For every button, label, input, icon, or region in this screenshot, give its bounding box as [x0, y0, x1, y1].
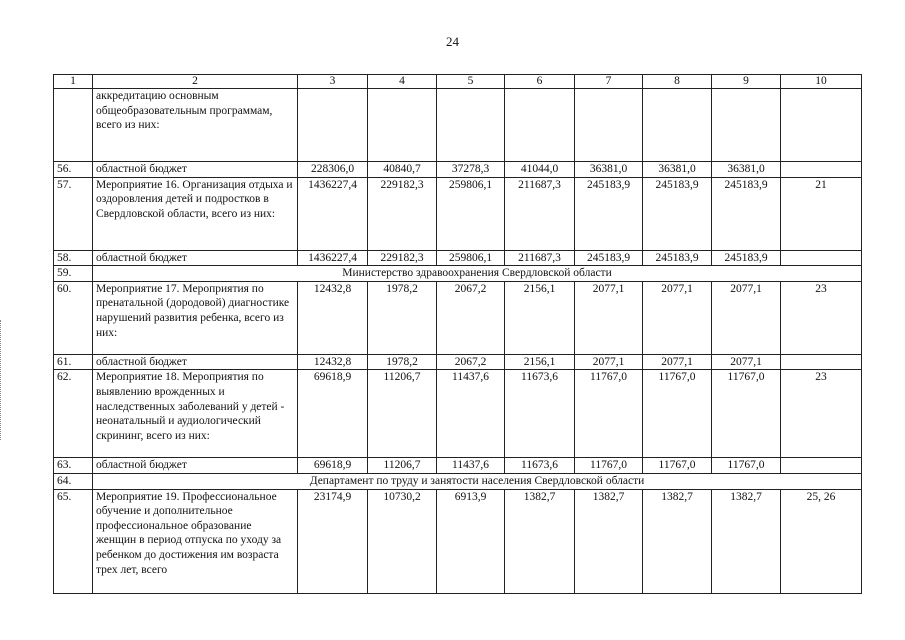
value-cell: 2077,1	[643, 354, 712, 370]
row-description: областной бюджет	[93, 354, 298, 370]
col-header-4: 4	[368, 75, 437, 89]
target-indicator-ref	[781, 250, 862, 266]
target-indicator-ref	[781, 162, 862, 178]
value-cell	[437, 89, 505, 162]
value-cell: 2077,1	[712, 354, 781, 370]
value-cell: 1978,2	[368, 281, 437, 354]
row-description: аккредитацию основным общеобразовательным программам, всего из них:	[93, 89, 298, 162]
row-number: 65.	[54, 489, 93, 593]
target-indicator-ref	[781, 89, 862, 162]
col-header-6: 6	[505, 75, 575, 89]
col-header-9: 9	[712, 75, 781, 89]
col-header-5: 5	[437, 75, 505, 89]
row-description: Мероприятие 18. Мероприятия по выявлению врожденных и наследственных заболеваний у детей - неонатальный и аудиологический скрининг, всего из них:	[93, 370, 298, 458]
table-row	[54, 162, 862, 178]
value-cell: 37278,3	[437, 162, 505, 178]
value-cell: 6913,9	[437, 489, 505, 593]
value-cell: 2067,2	[437, 354, 505, 370]
value-cell: 11767,0	[643, 370, 712, 458]
value-cell: 229182,3	[368, 250, 437, 266]
value-cell: 1382,7	[643, 489, 712, 593]
value-cell: 69618,9	[298, 458, 368, 474]
row-number: 64.	[54, 473, 93, 489]
value-cell: 2077,1	[575, 281, 643, 354]
value-cell: 2077,1	[643, 281, 712, 354]
row-number: 60.	[54, 281, 93, 354]
col-header-7: 7	[575, 75, 643, 89]
value-cell: 12432,8	[298, 281, 368, 354]
value-cell: 245183,9	[575, 177, 643, 250]
col-header-3: 3	[298, 75, 368, 89]
value-cell: 11767,0	[712, 458, 781, 474]
value-cell: 36381,0	[712, 162, 781, 178]
value-cell	[505, 89, 575, 162]
page-number: 24	[446, 34, 459, 49]
column-number-row	[54, 75, 862, 89]
row-description: Мероприятие 17. Мероприятия по пренатальной (дородовой) диагностике нарушений развития ребенка, всего из них:	[93, 281, 298, 354]
target-indicator-ref: 21	[781, 177, 862, 250]
row-number: 56.	[54, 162, 93, 178]
table-row	[54, 89, 862, 162]
value-cell: 2077,1	[575, 354, 643, 370]
section-row	[54, 473, 862, 489]
target-indicator-ref: 23	[781, 370, 862, 458]
value-cell	[712, 89, 781, 162]
value-cell: 1436227,4	[298, 250, 368, 266]
binding-margin-mark	[0, 320, 5, 440]
budget-table	[53, 74, 862, 594]
row-description: Мероприятие 19. Профессиональное обучение и дополнительное профессиональное образование женщин в период отпуска по уходу за ребенком до достижения им возраста трех лет, всего	[93, 489, 298, 593]
value-cell: 11206,7	[368, 370, 437, 458]
value-cell	[368, 89, 437, 162]
value-cell: 11767,0	[712, 370, 781, 458]
row-description: областной бюджет	[93, 250, 298, 266]
value-cell: 12432,8	[298, 354, 368, 370]
value-cell: 245183,9	[712, 250, 781, 266]
value-cell: 11673,6	[505, 458, 575, 474]
value-cell: 36381,0	[575, 162, 643, 178]
row-description: областной бюджет	[93, 458, 298, 474]
section-row	[54, 266, 862, 282]
value-cell: 229182,3	[368, 177, 437, 250]
table-row	[54, 281, 862, 354]
value-cell: 11767,0	[643, 458, 712, 474]
value-cell: 245183,9	[643, 177, 712, 250]
value-cell: 10730,2	[368, 489, 437, 593]
row-number: 63.	[54, 458, 93, 474]
col-header-1: 1	[54, 75, 93, 89]
value-cell: 2156,1	[505, 281, 575, 354]
row-number: 59.	[54, 266, 93, 282]
row-number: 61.	[54, 354, 93, 370]
value-cell: 259806,1	[437, 250, 505, 266]
value-cell: 1382,7	[505, 489, 575, 593]
value-cell: 228306,0	[298, 162, 368, 178]
value-cell: 2067,2	[437, 281, 505, 354]
row-number: 57.	[54, 177, 93, 250]
target-indicator-ref: 23	[781, 281, 862, 354]
row-number: 58.	[54, 250, 93, 266]
target-indicator-ref	[781, 458, 862, 474]
value-cell: 245183,9	[575, 250, 643, 266]
value-cell: 1978,2	[368, 354, 437, 370]
value-cell: 211687,3	[505, 250, 575, 266]
value-cell: 40840,7	[368, 162, 437, 178]
value-cell	[643, 89, 712, 162]
value-cell: 1382,7	[575, 489, 643, 593]
value-cell: 11437,6	[437, 370, 505, 458]
table-row	[54, 489, 862, 593]
value-cell: 1436227,4	[298, 177, 368, 250]
value-cell: 211687,3	[505, 177, 575, 250]
value-cell: 41044,0	[505, 162, 575, 178]
value-cell	[298, 89, 368, 162]
row-description: областной бюджет	[93, 162, 298, 178]
value-cell: 245183,9	[712, 177, 781, 250]
row-number	[54, 89, 93, 162]
target-indicator-ref: 25, 26	[781, 489, 862, 593]
value-cell: 11673,6	[505, 370, 575, 458]
col-header-8: 8	[643, 75, 712, 89]
value-cell: 259806,1	[437, 177, 505, 250]
row-description: Мероприятие 16. Организация отдыха и оздоровления детей и подростков в Свердловской области, всего из них:	[93, 177, 298, 250]
table-row	[54, 370, 862, 458]
col-header-10: 10	[781, 75, 862, 89]
value-cell: 23174,9	[298, 489, 368, 593]
table-row	[54, 458, 862, 474]
col-header-2: 2	[93, 75, 298, 89]
value-cell: 36381,0	[643, 162, 712, 178]
value-cell	[575, 89, 643, 162]
table-row	[54, 354, 862, 370]
value-cell: 2156,1	[505, 354, 575, 370]
value-cell: 69618,9	[298, 370, 368, 458]
value-cell: 2077,1	[712, 281, 781, 354]
value-cell: 1382,7	[712, 489, 781, 593]
target-indicator-ref	[781, 354, 862, 370]
value-cell: 11767,0	[575, 370, 643, 458]
table-row	[54, 177, 862, 250]
value-cell: 11767,0	[575, 458, 643, 474]
row-number: 62.	[54, 370, 93, 458]
table-row	[54, 250, 862, 266]
value-cell: 245183,9	[643, 250, 712, 266]
section-title: Министерство здравоохранения Свердловской области	[93, 266, 862, 282]
section-title: Департамент по труду и занятости населения Свердловской области	[93, 473, 862, 489]
value-cell: 11206,7	[368, 458, 437, 474]
value-cell: 11437,6	[437, 458, 505, 474]
